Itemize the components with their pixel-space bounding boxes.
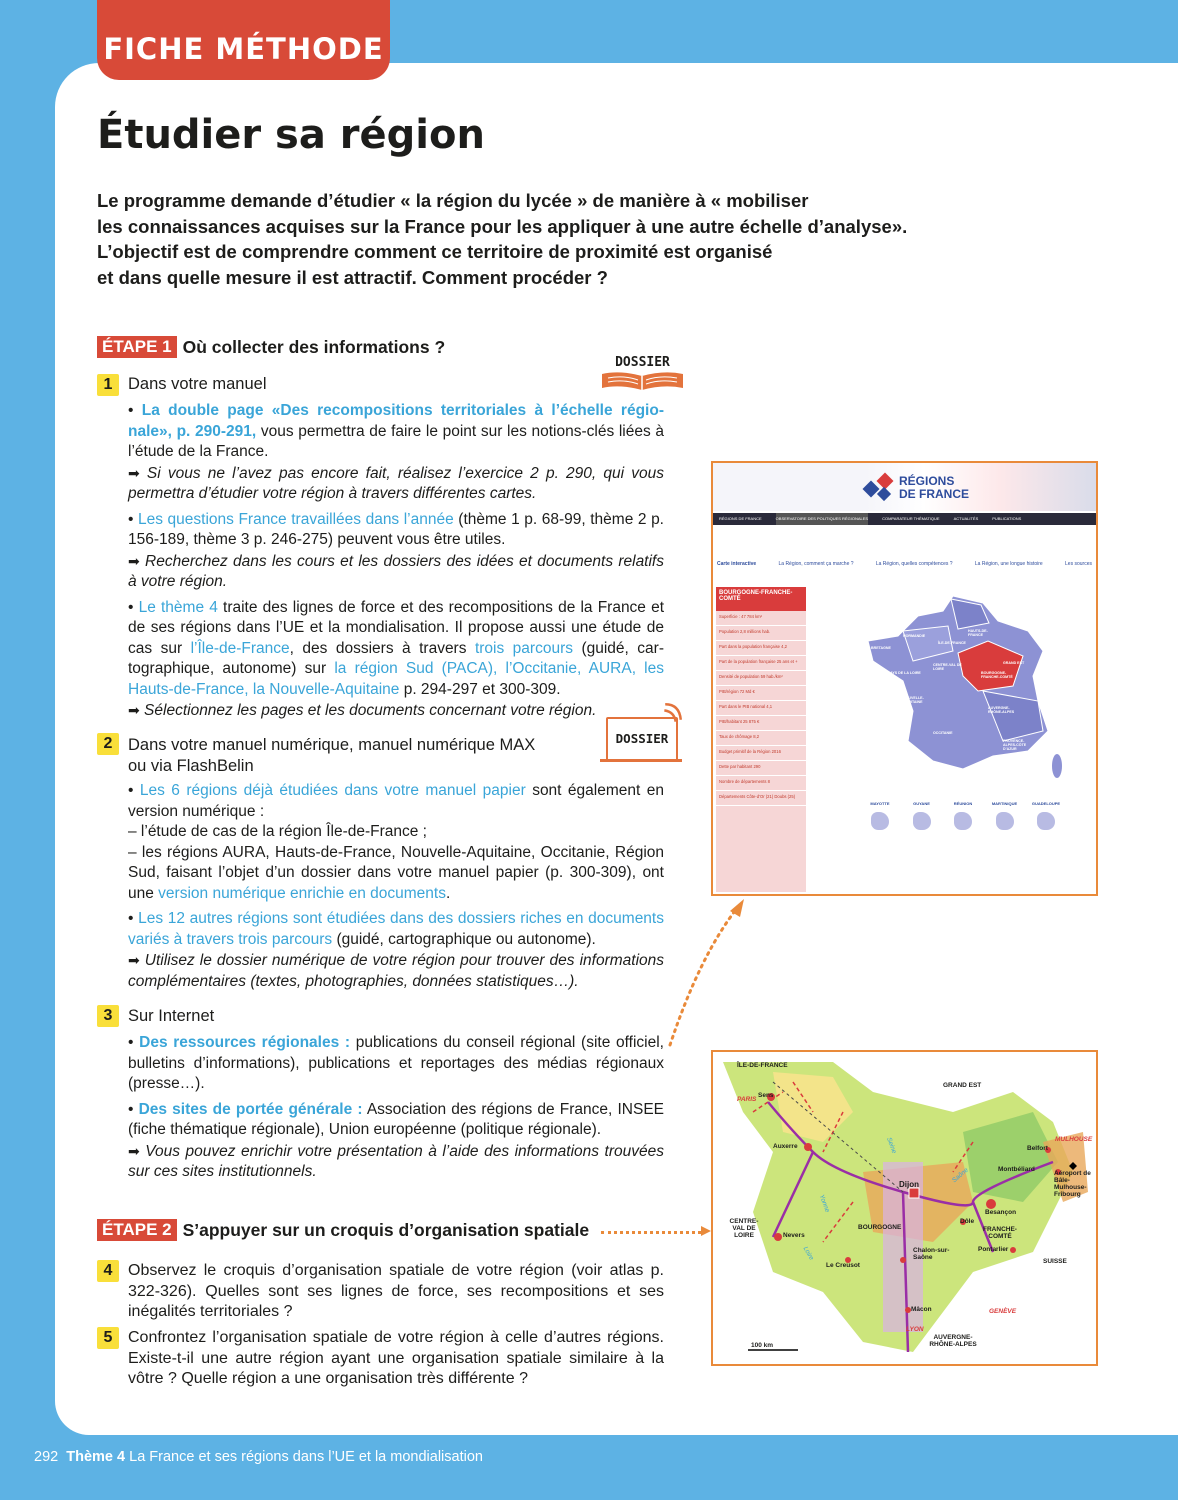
label-besancon: Besançon bbox=[985, 1209, 1017, 1216]
page-footer bbox=[34, 1449, 483, 1465]
item2-link[interactable]: Les 12 autres régions sont étudiées dans des dossiers riches en documents variés à travers trois parcours bbox=[128, 910, 664, 948]
etape2-title: S’appuyer sur un croquis d’organisation spatiale bbox=[182, 1219, 590, 1240]
item2-link[interactable]: version numérique enrichie en documents bbox=[158, 884, 446, 902]
item3-text: publications du conseil régional (site officiel, bulletins d’informations), publications et reportages des médias régionaux (presse…). bbox=[128, 1034, 664, 1092]
label-dijon: Dijon bbox=[899, 1180, 919, 1189]
arrow-right-icon: ➡ bbox=[128, 552, 140, 569]
panel-row: PIB/région 72 Md € bbox=[716, 686, 806, 701]
arrow-right-icon: ➡ bbox=[128, 952, 140, 968]
island-shape bbox=[1037, 812, 1055, 830]
etape1-badge: ÉTAPE 1 bbox=[97, 336, 177, 358]
outremer-label: MARTINIQUE bbox=[991, 801, 1018, 806]
outremer-label: GUADELOUPE bbox=[1031, 801, 1061, 806]
item3-paragraph: • Des ressources régionales : publications du conseil régional (site officiel, bulletins d’informations), publications et reportages des médias régionaux (presse…). bbox=[128, 1034, 664, 1092]
footer-theme: Thème 4 bbox=[66, 1449, 126, 1465]
map-region-label: HAUTS-DE-FRANCE bbox=[968, 629, 988, 637]
dossier-book-badge bbox=[600, 355, 685, 395]
item1-text: (guidé, cartographique, autonome) sur bbox=[128, 639, 664, 677]
item1-link[interactable]: Le thème 4 bbox=[138, 598, 218, 616]
arrow-right-icon: ➡ bbox=[128, 1142, 140, 1159]
item5-text bbox=[128, 1328, 664, 1395]
page-title: Étudier sa région bbox=[97, 112, 485, 158]
item2-heading-line: Dans votre manuel numérique, manuel numérique MAX bbox=[128, 736, 536, 754]
item1-text: (thème 1 p. 68-99, thème 2 p. 156-189, thème 3 p. 246-275) peuvent vous être utiles. bbox=[128, 510, 664, 548]
panel-row: Superficie : 47 784 km² bbox=[716, 611, 806, 626]
panel-row: Taux de chômage 8,2 bbox=[716, 731, 806, 746]
arrow-right-icon: ➡ bbox=[128, 464, 140, 481]
panel-title: BOURGOGNE-FRANCHE-COMTÉ bbox=[716, 587, 806, 611]
item3-link[interactable]: Des sites de portée générale : bbox=[138, 1100, 363, 1118]
label-chalon: Chalon-sur-Saône bbox=[913, 1247, 950, 1261]
intro-paragraph bbox=[97, 188, 957, 290]
label-auxerre: Auxerre bbox=[773, 1143, 798, 1150]
region-info-panel bbox=[716, 587, 806, 892]
label-creusot: Le Creusot bbox=[826, 1262, 860, 1269]
panel-row: PIB/habitant 25 875 € bbox=[716, 716, 806, 731]
outremer-label: MAYOTTE bbox=[870, 801, 890, 806]
item2-note: Utilisez le dossier numérique de votre région pour trouver des informations complémentaires (textes, photographies, données statistiques…). bbox=[128, 952, 665, 990]
item2-text: . bbox=[445, 884, 451, 902]
label-seine: Seine bbox=[885, 1136, 898, 1155]
map-region-label: AUVERGNE-RHÔNE-ALPES bbox=[988, 706, 1015, 714]
item5-paragraph: Confrontez l’organisation spatiale de votre région à celle d’autres régions. Existe-t-il une autre région ayant une organisation spatiale similaire à la vôtre ? Quelle région a une organisation très différente ? bbox=[128, 1329, 664, 1387]
outremer-item bbox=[905, 801, 939, 846]
intro-line: L’objectif est de comprendre comment ce territoire de proximité est organisé bbox=[97, 241, 773, 262]
item4-paragraph: Observez le croquis d’organisation spatiale de votre région (voir atlas p. 322-326). Quelles sont ses lignes de force, ses recompositions et ses inégalités territoriales ? bbox=[128, 1262, 664, 1320]
connector-arrow bbox=[601, 1231, 701, 1234]
site-nav bbox=[713, 513, 1096, 525]
site-tab[interactable]: Carte interactive bbox=[717, 561, 757, 567]
label-loire: Loire bbox=[801, 1245, 815, 1262]
item1-text: , des dossiers à travers bbox=[289, 639, 475, 657]
map-region-label: BOURGOGNE-FRANCHE-COMTÉ bbox=[981, 671, 1013, 679]
item3-note: Vous pouvez enrichir votre présentation à l’aide des informations trouvées sur ces sites institutionnels. bbox=[128, 1142, 664, 1180]
label-suisse: SUISSE bbox=[1043, 1258, 1067, 1265]
item-number: 2 bbox=[97, 733, 119, 755]
item1-content bbox=[128, 401, 664, 727]
item1-note: Si vous ne l’avez pas encore fait, réalisez l’exercice 2 p. 290, qui vous permettra d’étudier votre région à travers différentes cartes. bbox=[128, 464, 664, 502]
label-dole: Dôle bbox=[960, 1218, 975, 1225]
island-shape bbox=[871, 812, 889, 830]
regions-logo-icon bbox=[861, 471, 901, 507]
item3-paragraph: • Des sites de portée générale : Association des régions de France, INSEE (fiche thématique régionale), Union européenne (politique régionale). ➡ Vous pouvez enrichir votre présentation à l’aide des informations trouvées sur ces sites institutionnels. bbox=[128, 1100, 665, 1180]
nav-item[interactable]: PUBLICATIONS bbox=[992, 516, 1022, 521]
label-yonne: Yonne bbox=[817, 1193, 831, 1214]
item2-paragraph: • Les 6 régions déjà étudiées dans votre manuel papier sont également en version numérique : – l’étude de cas de la région Île-de-France ; – les régions AURA, Hauts-de-France, Nouvelle-Aquitaine, Occitanie, Région Sud, faisant l’objet d’un dossier dans votre manuel papier (p. 300-309), ont une version numérique enrichie en documents. bbox=[128, 782, 664, 902]
item1-note: Sélectionnez les pages et les documents concernant votre région. bbox=[144, 702, 597, 719]
outremer-label: GUYANE bbox=[913, 801, 930, 806]
item2-text: (guidé, cartographique ou autonome). bbox=[332, 930, 596, 948]
panel-row: Nombre de départements 8 bbox=[716, 776, 806, 791]
item1-link[interactable]: la région Sud (PACA), l’Occitanie, AURA, les Hauts-de-France, la Nouvelle-Aquitaine bbox=[128, 660, 664, 698]
etape1-heading bbox=[97, 336, 445, 358]
item1-link[interactable]: Les questions France travaillées dans l’année bbox=[137, 510, 454, 528]
label-pontarlier: Pontarlier bbox=[978, 1246, 1009, 1253]
site-tab[interactable]: La Région, comment ça marche ? bbox=[778, 561, 854, 567]
panel-row: Densité de population 59 hab./km² bbox=[716, 671, 806, 686]
label-franche-comte: FRANCHE-COMTÉ bbox=[983, 1226, 1017, 1240]
site-tab[interactable]: La Région, quelles compétences ? bbox=[875, 561, 953, 567]
croquis-labels bbox=[713, 1052, 1096, 1364]
etape2-heading bbox=[97, 1219, 701, 1241]
map-labels bbox=[863, 591, 1063, 781]
item1-link[interactable]: l’Île-de-France bbox=[190, 639, 290, 657]
item1-heading: Dans votre manuel bbox=[128, 375, 267, 393]
panel-row: Part de la population française 25 ans et + bbox=[716, 656, 806, 671]
outremer-item bbox=[946, 801, 980, 846]
intro-line: Le programme demande d’étudier « la région du lycée » de manière à « mobiliser bbox=[97, 190, 809, 211]
label-lyon: LYON bbox=[906, 1326, 924, 1333]
label-sens: Sens bbox=[758, 1092, 774, 1099]
panel-rows bbox=[716, 611, 806, 806]
label-belfort: Belfort bbox=[1027, 1145, 1048, 1152]
item1-link[interactable]: La double page «Des recompositions territoriales à l’échelle régionale», p. 290-291, bbox=[128, 402, 664, 440]
item2-text: – l’étude de cas de la région Île-de-France ; bbox=[128, 823, 427, 840]
item1-text: vous permettra de faire le point sur les notions-clés liées à l’étude de la France. bbox=[128, 422, 664, 460]
intro-line: et dans quelle mesure il est attractif. Comment procéder ? bbox=[97, 266, 608, 288]
label-mulhouse: MULHOUSE bbox=[1055, 1136, 1093, 1143]
outremer-item bbox=[988, 801, 1022, 846]
label-saone: Saône bbox=[950, 1166, 970, 1185]
logo-line: RÉGIONS bbox=[899, 474, 955, 488]
panel-row: Dette par habitant 290 bbox=[716, 761, 806, 776]
label-aeroport: Aéroport de Bâle-Mulhouse-Fribourg bbox=[1054, 1170, 1091, 1198]
item1-note: Recherchez dans les cours et les dossiers des idées et documents relatifs à votre région. bbox=[128, 552, 664, 590]
panel-row: Population 2,8 millions hab. bbox=[716, 626, 806, 641]
etape2-badge: ÉTAPE 2 bbox=[97, 1219, 177, 1241]
item3-heading: Sur Internet bbox=[128, 1007, 215, 1025]
panel-row: Part dans la population française 4,2 bbox=[716, 641, 806, 656]
map-region-label: PROVENCE-ALPES-CÔTE D’AZUR bbox=[1003, 739, 1027, 751]
label-macon: Mâcon bbox=[911, 1306, 932, 1313]
panel-row: Part dans le PIB national 4,1 bbox=[716, 701, 806, 716]
site-tabs bbox=[717, 561, 1092, 577]
outremer-row bbox=[863, 801, 1063, 846]
label-ara: AUVERGNE-RHÔNE-ALPES bbox=[929, 1334, 977, 1348]
item2-heading bbox=[128, 735, 535, 777]
item2-heading-line: ou via FlashBelin bbox=[128, 757, 254, 775]
item2-paragraph: • Les 12 autres régions sont étudiées dans des dossiers riches en documents variés à travers trois parcours (guidé, cartographique ou autonome). ➡ Utilisez le dossier numérique de votre région pour trouver des informations complémentaires (textes, photographies, données statistiques…). bbox=[128, 910, 665, 990]
dossier-screen-badge bbox=[600, 700, 690, 770]
outremer-label: RÉUNION bbox=[953, 801, 973, 806]
label-geneve: GENÈVE bbox=[989, 1308, 1017, 1315]
label-montbeliard: Montbéliard bbox=[998, 1166, 1035, 1173]
map-region-label: CORSE bbox=[1038, 753, 1051, 757]
map-region-label: NOUVELLE-AQUITAINE bbox=[903, 696, 924, 704]
map-region-label: ÎLE-DE-FRANCE bbox=[938, 641, 966, 645]
croquis-bourgogne bbox=[711, 1050, 1098, 1366]
map-region-label: NORMANDIE bbox=[903, 634, 926, 638]
outremer-item bbox=[863, 801, 897, 846]
intro-line: les connaissances acquises sur la France pour les appliquer à une autre échelle d’analyse». bbox=[97, 215, 908, 237]
site-logo-text bbox=[899, 475, 969, 501]
item-number: 4 bbox=[97, 1260, 119, 1282]
site-tab[interactable]: Les sources bbox=[1065, 561, 1092, 567]
connector-arrow bbox=[660, 895, 750, 1055]
item3-link[interactable]: Des ressources régionales : bbox=[139, 1034, 351, 1051]
book-icon bbox=[600, 370, 685, 392]
item-number: 1 bbox=[97, 374, 119, 396]
footer-text: La France et ses régions dans l’UE et la mondialisation bbox=[125, 1449, 483, 1465]
nav-item[interactable]: RÉGIONS DE FRANCE bbox=[719, 516, 762, 521]
island-shape bbox=[996, 812, 1014, 830]
item4-text bbox=[128, 1261, 664, 1328]
arrow-right-icon: ➡ bbox=[128, 702, 140, 718]
label-bourgogne: BOURGOGNE bbox=[858, 1224, 902, 1231]
panel-row: Départements Côte-d’Or (21) Doubs (25) bbox=[716, 791, 806, 806]
map-region-label: BRETAGNE bbox=[871, 646, 891, 650]
scale-label: 100 km bbox=[751, 1342, 774, 1349]
label-paris: PARIS bbox=[737, 1096, 757, 1103]
item1-link[interactable]: trois parcours bbox=[474, 639, 573, 657]
item2-text: – les régions AURA, Hauts-de-France, Nouvelle-Aquitaine, Occitanie, Région Sud, faisant l’objet d’un dossier dans votre manuel papier (p. 300-309), ont une bbox=[128, 843, 664, 902]
map-region-label: PAYS DE LA LOIRE bbox=[888, 671, 921, 675]
etape1-title: Où collecter des informations ? bbox=[182, 336, 446, 357]
item2-link[interactable]: Les 6 régions déjà étudiées dans votre manuel papier bbox=[139, 782, 526, 799]
dossier-screen-label: DOSSIER bbox=[606, 717, 678, 761]
map-region-label: OCCITANIE bbox=[933, 731, 953, 735]
laptop-icon bbox=[600, 759, 682, 762]
nav-item[interactable]: COMPARATEUR THÉMATIQUE bbox=[882, 516, 940, 521]
item1-text: p. 294-297 et 300-309. bbox=[399, 680, 561, 698]
item3-text: Association des régions de France, INSEE (fiche thématique régionale), Union européenne (politique régionale). bbox=[128, 1100, 665, 1138]
fiche-methode-tab bbox=[97, 0, 390, 80]
item1-text: traite des lignes de force et des recompositions de la France et de ses régions dans l’UE et la mondialisation. Il propose aussi une étude de cas sur bbox=[128, 598, 665, 657]
nav-item[interactable]: OBSERVATOIRE DES POLITIQUES RÉGIONALES bbox=[776, 513, 868, 525]
outremer-item bbox=[1029, 801, 1063, 846]
item1-paragraph: • Le thème 4 traite des lignes de force et des recompositions de la France et de ses régions dans l’UE et la mondialisation. Il propose aussi une étude de cas sur l’Île-de-France, des dossiers à travers trois parcours (guidé, cartographique, autonome) sur la région Sud (PACA), l’Occitanie, AURA, les Hauts-de-France, la Nouvelle-Aquitaine p. 294-297 et 300-309. ➡ Sélectionnez les pages et les documents concernant votre région. bbox=[128, 598, 665, 719]
page-number: 292 bbox=[34, 1449, 59, 1465]
logo-line: DE FRANCE bbox=[899, 487, 970, 501]
label-nevers: Nevers bbox=[783, 1232, 805, 1239]
label-grand-est: GRAND EST bbox=[943, 1082, 982, 1089]
item2-content bbox=[128, 781, 664, 997]
label-idf: ÎLE-DE-FRANCE bbox=[737, 1062, 788, 1069]
item-number: 3 bbox=[97, 1005, 119, 1027]
dossier-book-label: DOSSIER bbox=[615, 355, 670, 370]
item-number: 5 bbox=[97, 1327, 119, 1349]
regions-de-france-screenshot bbox=[711, 461, 1098, 896]
item1-paragraph: • Les questions France travaillées dans l’année (thème 1 p. 68-99, thème 2 p. 156-189, thème 3 p. 246-275) peuvent vous être utiles. ➡ Recherchez dans les cours et les dossiers des idées et documents relatifs à votre région. bbox=[128, 510, 664, 590]
island-shape bbox=[954, 812, 972, 830]
island-shape bbox=[913, 812, 931, 830]
item3-content bbox=[128, 1033, 664, 1188]
label-cvl: CENTRE-VAL DE LOIRE bbox=[729, 1218, 759, 1239]
item2-text: sont également en version numérique : bbox=[128, 782, 664, 820]
fiche-methode-label: FICHE MÉTHODE bbox=[103, 32, 384, 66]
panel-row: Budget primitif de la Région 2016 bbox=[716, 746, 806, 761]
item1-paragraph: • La double page «Des recompositions territoriales à l’échelle régionale», p. 290-291, vous permettra de faire le point sur les notions-clés liées à l’étude de la France. ➡ Si vous ne l’avez pas encore fait, réalisez l’exercice 2 p. 290, qui vous permettra d’étudier votre région à travers différentes cartes. bbox=[128, 402, 664, 502]
site-tab[interactable]: La Région, une longue histoire bbox=[974, 561, 1043, 567]
map-region-label: CENTRE-VAL DE LOIRE bbox=[933, 663, 962, 671]
map-region-label: GRAND EST bbox=[1003, 661, 1025, 665]
nav-item[interactable]: ACTUALITÉS bbox=[953, 516, 979, 521]
